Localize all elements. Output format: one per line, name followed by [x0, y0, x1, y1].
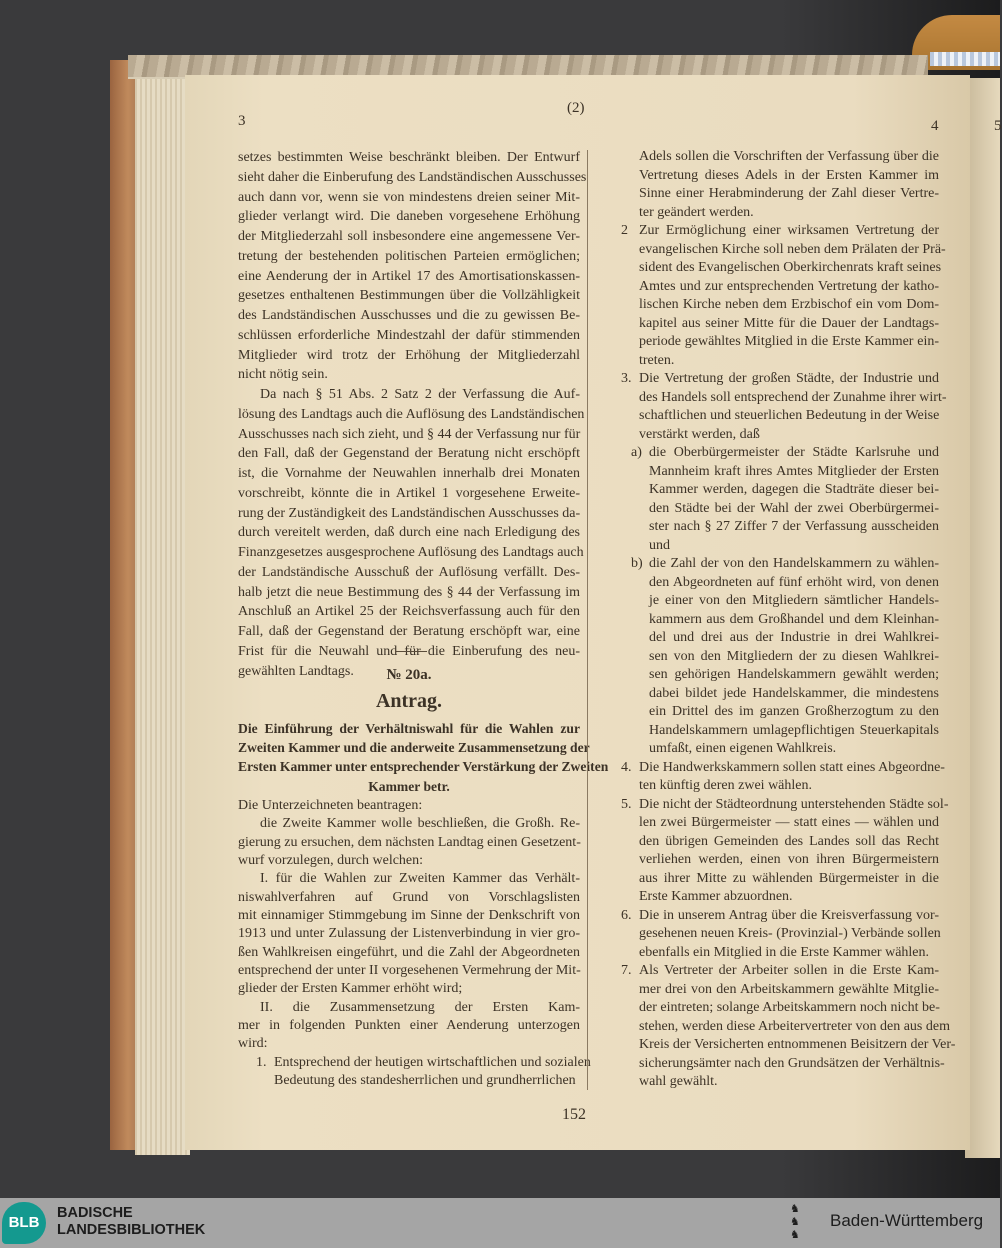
lions-coat-of-arms-icon: ♞ ♞ ♞: [790, 1203, 800, 1241]
text-line: der eintreten; solange Arbeitskammern noch nicht be-: [639, 1000, 940, 1015]
text-line: tretung der bestehenden politischen Parteien ermöglichen;: [238, 248, 580, 264]
text-line: ebenfalls ein Mitglied in die Erste Kammer wählen.: [639, 944, 930, 960]
text-line: stehen, werden diese Arbeitervertreter von den aus dem: [639, 1018, 950, 1034]
text-line: des Handels soll entsprechend der Zunahme ihrer wirt-: [639, 389, 947, 405]
text-line: ten künftig deren zwei wählen.: [639, 778, 812, 793]
text-line: entsprechend der unter II vorgesehenen Vermehrung der Mit-: [238, 963, 581, 979]
list-marker: 3.: [621, 371, 632, 386]
text-line: Anschluß an Artikel 25 der Reichsverfassung auch für den: [238, 604, 580, 620]
text-line: den übrigen Gemeinden des Landes soll das Recht: [639, 833, 939, 849]
text-line: Kammer betr.: [368, 778, 450, 794]
text-line: Die Unterzeichneten beantragen:: [238, 798, 423, 813]
text-line: glieder der Ersten Kammer erhöht wird;: [238, 981, 463, 997]
column-divider: [587, 150, 588, 1090]
footer-bar: [0, 1198, 1000, 1248]
text-line: aus ihrer Mitte zu wählenden Bürgermeister in die: [639, 870, 939, 886]
text-line: mer in folgenden Punkten einer Aenderung unterzogen: [238, 1018, 580, 1034]
text-line: des Landständischen Ausschusses und die zu gewissen Be-: [238, 308, 580, 323]
text-line: Ersten Kammer unter entsprechender Verstärkung der Zweiten: [238, 759, 609, 775]
text-line: Die nicht der Städteordnung unterstehenden Städte sol-: [639, 796, 949, 812]
document-subject: [238, 719, 609, 796]
sheet-number: (2): [567, 100, 585, 116]
text-line: die Zweite Kammer wolle beschließen, die Großh. Re-: [260, 816, 580, 832]
list-item: [621, 962, 956, 1092]
text-line: den Abgeordneten auf fünf erhöht wird, von denen: [649, 574, 939, 590]
text-line: Adels sollen die Vorschriften der Verfassung über die: [639, 149, 939, 164]
text-line: eine Aenderung der in Artikel 17 des Amortisationskassen-: [238, 268, 580, 284]
text-line: umfaßt, einen eigenen Wahlkreis.: [649, 741, 837, 756]
text-line: gesetzes enthaltenen Bestimmungen über die Vollzähligkeit: [238, 288, 580, 304]
list-marker: 7.: [621, 963, 632, 978]
text-line: der Mitgliederzahl soll insbesondere eine angemessene Ver-: [238, 229, 580, 244]
text-line: glieder verlangt wird. Die daneben vorgesehene Erhöhung: [238, 209, 580, 225]
text-line: Zur Ermöglichung einer wirksamen Vertretung der: [639, 223, 939, 238]
list-marker: 1.: [256, 1054, 267, 1070]
text-line: sident des Evangelischen Oberkirchenrats kraft seines: [639, 260, 942, 275]
list-marker: 4.: [621, 759, 632, 775]
color-checker-strip: [930, 52, 1000, 66]
text-line: Die Vertretung der großen Städte, der Industrie und: [639, 371, 939, 386]
list-item: [621, 148, 939, 222]
text-line: Da nach § 51 Abs. 2 Satz 2 der Verfassung die Auf-: [260, 387, 580, 402]
text-line: schlüssen erforderliche Mindestzahl der dafür stimmenden: [238, 327, 580, 343]
list-marker: 5.: [621, 796, 632, 812]
text-line: Frist für die Neuwahl und für die Einberufung des neu-: [238, 643, 580, 659]
text-line: rung der Zuständigkeit des Landständischen Ausschusses da-: [238, 505, 581, 521]
text-line: sen gehörigen Handelskammern gewählt werden;: [649, 667, 939, 682]
text-line: gewählten Landtags.: [238, 663, 354, 679]
text-line: ster nach § 27 Ziffer 7 der Verfassung ausscheiden: [649, 519, 939, 534]
text-line: Amtes und zur entsprechenden Vertretung der katho-: [639, 278, 939, 294]
text-line: Sinne einer Herabminderung der Zahl dieser Vertre-: [639, 186, 939, 201]
text-line: Kreis der Versicherten entnommenen Beisitzern der Ver-: [639, 1037, 956, 1052]
text-line: ter geändert werden.: [639, 204, 754, 220]
text-line: Die Einführung der Verhältniswahl für die Wahlen zur: [238, 721, 580, 736]
list-marker: a): [631, 445, 642, 460]
right-column-number: 4: [931, 118, 939, 134]
list-item: [621, 444, 939, 555]
text-line: gesehenen neuen Kreis- (Provinzial-) Verbände sollen: [639, 926, 941, 941]
text-line: die Zahl der von den Handelskammern zu wählen-: [649, 556, 939, 571]
text-line: die Oberbürgermeister der Städte Karlsruhe und: [649, 445, 939, 460]
text-line: Mannheim kraft ihres Amtes Mitglieder der Ersten: [649, 463, 939, 479]
text-line: lischen Kirche neben dem Erzbischof ein vom Dom-: [639, 297, 939, 312]
library-name-line2: LANDESBIBLIOTHEK: [57, 1222, 206, 1238]
next-page-number: 5: [994, 118, 1002, 134]
text-line: sen von den Mitgliedern der zu diesen Wahlkrei-: [649, 648, 939, 664]
section-divider: [395, 651, 427, 652]
text-line: Handelskammern umlagepflichtigen Steuerkapitals: [649, 722, 939, 738]
text-line: treten.: [639, 352, 675, 368]
text-line: Zweiten Kammer und die anderweite Zusammensetzung der: [238, 740, 590, 756]
text-line: gierung zu ersuchen, dem nächsten Landtag einen Gesetzent-: [238, 834, 581, 850]
list-item: [621, 370, 947, 444]
text-line: wurf vorzulegen, durch welchen:: [238, 853, 424, 869]
text-line: mer drei von den Arbeitskammern gewählte Mitglie-: [639, 981, 939, 997]
text-line: sieht daher die Einberufung des Landständischen Ausschusses: [238, 169, 587, 185]
text-line: Kammer werden, dagegen die Stadträte dieser bei-: [649, 482, 939, 497]
motion-text: [238, 797, 591, 1091]
text-line: verliehen werden, einen von ihren Bürgermeistern: [639, 852, 939, 867]
list-item: [256, 1054, 591, 1091]
text-line: 1913 und unter Zulassung der Listenverbindung in vier gro-: [238, 926, 580, 942]
text-line: Erste Kammer abzuordnen.: [639, 889, 793, 904]
text-line: Die Handwerkskammern sollen statt eines Abgeordne-: [639, 759, 945, 775]
document-number: № 20a.: [386, 667, 432, 683]
text-line: niswahlverfahren auf Grund von Vorschlagslisten: [238, 889, 580, 905]
text-line: Ausschusses nach sich zieht, und § 44 der Verfassung nur für: [238, 426, 581, 442]
text-line: durch vereitelt werden, daß durch eine nach Erledigung des: [238, 525, 580, 541]
text-line: Fall, daß der Gegenstand der Beratung erschöpft war, eine: [238, 624, 580, 639]
text-line: je einer von den Mitgliedern sämtlicher Handels-: [649, 593, 939, 608]
text-line: wahl gewählt.: [639, 1074, 718, 1089]
list-item: [621, 796, 949, 907]
left-column-number: 3: [238, 113, 246, 129]
text-line: vorschreibt, könnte die in Artikel 1 vorgesehene Erweite-: [238, 485, 580, 501]
left-column-text: [238, 148, 587, 681]
text-line: mit einnamiger Stimmgebung im Sinne der Denkschrift von: [238, 908, 580, 924]
text-line: del und drei aus der Industrie in drei Wahlkrei-: [649, 630, 939, 645]
text-line: auch dann vor, wenn sie von mindestens dreien seiner Mit-: [238, 189, 580, 205]
text-line: Als Vertreter der Arbeiter sollen in die Erste Kam-: [639, 963, 939, 978]
text-line: den Städte bei der Wahl der zwei Oberbürgermei-: [649, 500, 939, 516]
next-page-edge: [965, 78, 1000, 1158]
list-marker: 2: [621, 223, 628, 238]
list-item: [621, 907, 939, 963]
text-line: den Fall, daß der Gegenstand der Beratung nicht erschöpft: [238, 446, 580, 462]
text-line: Entsprechend der heutigen wirtschaftlichen und sozialen: [274, 1054, 591, 1070]
text-line: II. die Zusammensetzung der Ersten Kam-: [260, 999, 580, 1015]
text-line: Vertretung dieses Adels in der Ersten Kammer im: [639, 167, 939, 183]
blb-logo[interactable]: BLB: [2, 1202, 46, 1244]
text-line: kapitel aus seiner Mitte für die Dauer der Landtags-: [639, 315, 939, 331]
list-item: [621, 555, 939, 759]
text-line: Mitglieder wird trotz der Erhöhung der Mitgliederzahl: [238, 347, 580, 363]
text-line: wird:: [238, 1036, 268, 1052]
text-line: lösung des Landtags auch die Auflösung des Landständischen: [238, 406, 585, 422]
text-line: der Landständische Ausschuß der Auflösung verfällt. Des-: [238, 564, 580, 580]
text-line: verstärkt werden, daß: [639, 426, 760, 442]
text-line: evangelischen Kirche soll neben dem Prälaten der Prä-: [639, 241, 946, 257]
text-line: halb jetzt die neue Bestimmung des § 44 der Verfassung im: [238, 584, 580, 600]
library-name[interactable]: [57, 1205, 205, 1239]
list-marker: 6.: [621, 907, 632, 923]
text-line: len zwei Bürgermeister — statt eines — wählen und: [639, 815, 939, 830]
text-line: Bedeutung des standesherrlichen und grundherrlichen: [274, 1073, 576, 1089]
text-line: schaftlichen und steuerlichen Bedeutung in der Weise: [639, 408, 940, 423]
list-marker: b): [631, 556, 643, 571]
text-line: und: [649, 537, 670, 553]
text-line: dabei bildet jede Handelskammer, die mindestens: [649, 685, 939, 701]
library-name-line1: BADISCHE: [57, 1205, 133, 1221]
state-name[interactable]: Baden-Württemberg: [830, 1211, 984, 1230]
page-stack: [135, 70, 190, 1155]
text-line: periode gewähltes Mitglied in die Erste Kammer ein-: [639, 334, 939, 349]
document-title: Antrag.: [375, 690, 443, 712]
text-line: Die in unserem Antrag über die Kreisverfassung vor-: [639, 907, 939, 923]
text-line: ßen Wahlkreisen eingeführt, und die Zahl der Abgeordneten: [238, 944, 580, 960]
text-line: setzes bestimmten Weise beschränkt bleiben. Der Entwurf: [238, 150, 580, 165]
text-line: nicht nötig sein.: [238, 367, 328, 383]
text-line: sicherungsämter nach den Grundsätzen der Verhältnis-: [639, 1055, 945, 1071]
text-line: Finanzgesetzes ausgesprochene Auflösung des Landtags auch: [238, 545, 584, 560]
list-item: [621, 222, 946, 370]
text-line: I. für die Wahlen zur Zweiten Kammer das Verhält-: [260, 871, 580, 887]
right-column-text: [621, 148, 956, 1092]
list-item: [621, 759, 945, 796]
text-line: ist, die Vornahme der Neuwahlen innerhalb drei Monaten: [238, 466, 580, 481]
text-line: kammern aus dem Großhandel und dem Kleinhan-: [649, 611, 939, 627]
text-line: ein Drittel des im ganzen Großherzogtum zu den: [649, 704, 939, 719]
page-number: 152: [562, 1106, 586, 1123]
